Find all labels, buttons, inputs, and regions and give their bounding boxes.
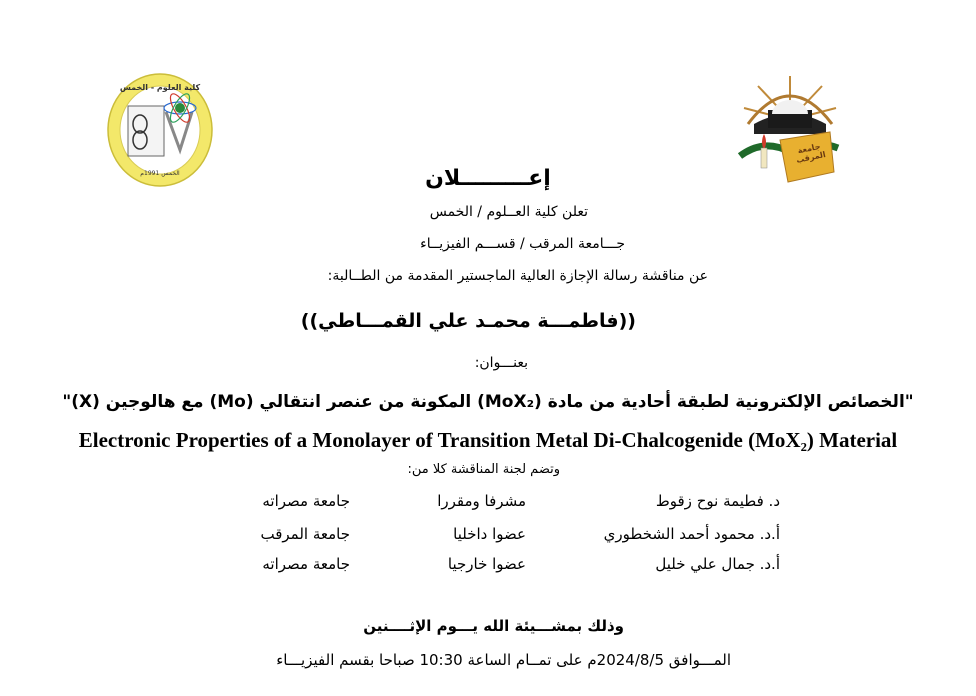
university-logo-text: جامعة المرقب — [795, 141, 827, 165]
faculty-logo-text: كلية العلوم - الخمس — [119, 83, 201, 92]
thesis-title-arabic: "الخصائص الإلكترونية لطبقة أحادية من مادة (MoX₂) المكونة من عنصر انتقالي (Mo) مع هالوجين (X)" — [62, 392, 914, 412]
member-role: عضوا داخليا — [453, 525, 526, 543]
announcement-heading: إعـــــــــلان — [425, 166, 551, 191]
title-label: بعنـــوان: — [474, 355, 528, 371]
member-university: جامعة مصراته — [262, 492, 350, 510]
discussion-line: عن مناقشة رسالة الإجازة العالية الماجستير المقدمة من الطــالبة: — [327, 268, 708, 284]
member-name: أ.د. جمال علي خليل — [655, 555, 780, 573]
member-name: د. فطيمة نوح زقوط — [655, 492, 780, 510]
member-name: أ.د. محمود أحمد الشخطوري — [603, 525, 780, 543]
thesis-title-english: Electronic Properties of a Monolayer of Transition Metal Di-Chalcogenide (MoX₂) Material — [78, 428, 898, 452]
student-name: ((فاطمـــة محمـد علي القمـــاطي)) — [300, 310, 636, 332]
university-line: جـــامعة المرقب / قســـم الفيزيــاء — [420, 236, 625, 252]
member-role: عضوا خارجيا — [447, 555, 526, 573]
date-line: المـــوافق 2024/8/5م على تمــام الساعة 10:30 صباحا بقسم الفيزيـــاء — [276, 651, 731, 669]
committee-intro: وتضم لجنة المناقشة كلا من: — [407, 462, 560, 477]
faculty-line: تعلن كلية العــلوم / الخمس — [429, 204, 588, 220]
faculty-logo-year: الخمس 1991م — [140, 170, 180, 177]
member-role: مشرفا ومقررا — [437, 492, 526, 510]
member-university: جامعة المرقب — [260, 525, 350, 543]
member-university: جامعة مصراته — [262, 555, 350, 573]
day-line: وذلك بمشـــيئة الله يـــوم الإثــــنين — [363, 617, 624, 635]
